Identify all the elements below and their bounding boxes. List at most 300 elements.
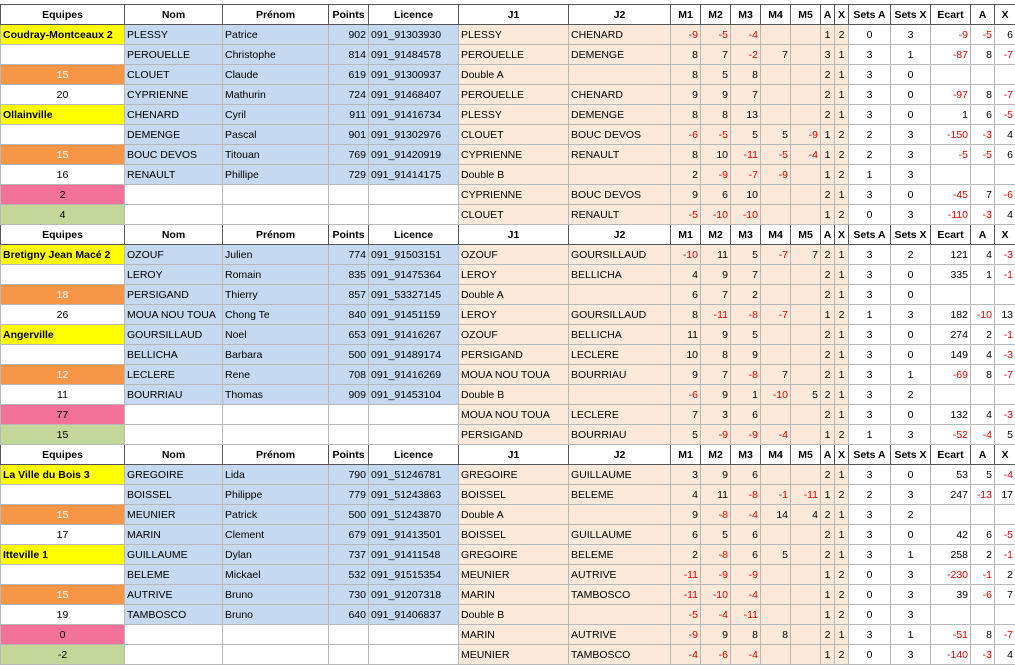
cell-points[interactable]: 500 [329,345,369,365]
header-cell[interactable]: Prénom [223,225,329,245]
cell-j2[interactable] [569,505,671,525]
cell-nom[interactable]: OZOUF [125,245,223,265]
cell-m0[interactable]: -11 [671,565,701,585]
cell-a[interactable]: 3 [821,45,835,65]
header-cell[interactable]: Sets A [849,5,891,25]
cell-prenom[interactable]: Romain [223,265,329,285]
cell-m3[interactable] [761,65,791,85]
header-cell[interactable]: A [821,5,835,25]
cell-j1[interactable]: MOUA NOU TOUA [459,365,569,385]
cell-ea[interactable]: -3 [971,125,995,145]
cell-ea[interactable] [971,505,995,525]
cell-prenom[interactable]: Lida [223,465,329,485]
header-cell[interactable]: Sets X [891,225,931,245]
cell-m3[interactable]: 7 [761,45,791,65]
header-cell[interactable]: Licence [369,225,459,245]
cell-licence[interactable]: 091_91207318 [369,585,459,605]
cell-ecart[interactable]: -230 [931,565,971,585]
cell-licence[interactable]: 091_51243863 [369,485,459,505]
cell-sx[interactable]: 2 [891,505,931,525]
cell-j2[interactable] [569,165,671,185]
cell-m2[interactable]: 5 [731,125,761,145]
cell-x[interactable]: 1 [835,365,849,385]
header-cell[interactable]: M2 [701,445,731,465]
cell-ecart[interactable]: 53 [931,465,971,485]
cell-m4[interactable] [791,465,821,485]
cell-sa[interactable]: 3 [849,285,891,305]
cell-ecart[interactable]: -150 [931,125,971,145]
cell-m4[interactable] [791,645,821,665]
cell-a[interactable]: 2 [821,85,835,105]
header-cell[interactable]: M4 [761,225,791,245]
header-cell[interactable]: X [995,225,1015,245]
cell-ea[interactable]: 8 [971,625,995,645]
cell-sa[interactable]: 3 [849,65,891,85]
header-cell[interactable]: M2 [701,225,731,245]
cell-j1[interactable]: BOISSEL [459,525,569,545]
cell-nom[interactable]: BOISSEL [125,485,223,505]
cell-j2[interactable]: BOUC DEVOS [569,125,671,145]
cell-m0[interactable]: 10 [671,345,701,365]
cell-m3[interactable] [761,325,791,345]
cell-ea[interactable] [971,605,995,625]
cell-m1[interactable]: -4 [701,605,731,625]
cell-m4[interactable] [791,625,821,645]
cell-prenom[interactable]: Cyril [223,105,329,125]
cell-m2[interactable]: 8 [731,65,761,85]
cell-m4[interactable] [791,85,821,105]
cell-m0[interactable]: 2 [671,165,701,185]
cell-prenom[interactable]: Barbara [223,345,329,365]
cell-j1[interactable]: MARIN [459,585,569,605]
cell-ex[interactable]: -1 [995,545,1015,565]
cell-x[interactable]: 2 [835,605,849,625]
cell-m1[interactable]: 7 [701,285,731,305]
cell-sx[interactable]: 0 [891,85,931,105]
cell-prenom[interactable]: Thierry [223,285,329,305]
cell-licence[interactable]: 091_91515354 [369,565,459,585]
cell-m4[interactable]: 5 [791,385,821,405]
cell-j2[interactable]: BOURRIAU [569,365,671,385]
cell-m3[interactable] [761,25,791,45]
cell-ea[interactable] [971,285,995,305]
header-cell[interactable]: A [821,225,835,245]
cell-m2[interactable]: 7 [731,265,761,285]
cell-m4[interactable] [791,325,821,345]
cell-licence[interactable]: 091_51243870 [369,505,459,525]
cell-a[interactable]: 2 [821,405,835,425]
cell-team[interactable]: La Ville du Bois 3 [1,465,125,485]
cell-licence[interactable]: 091_91475364 [369,265,459,285]
cell-sx[interactable]: 3 [891,205,931,225]
cell-sx[interactable]: 0 [891,525,931,545]
cell-prenom[interactable]: Mickael [223,565,329,585]
cell-licence[interactable]: 091_91411548 [369,545,459,565]
cell-m1[interactable]: 7 [701,365,731,385]
cell-m3[interactable] [761,285,791,305]
cell-j2[interactable]: BOURRIAU [569,425,671,445]
cell-j1[interactable]: PEROUELLE [459,85,569,105]
cell-nom[interactable] [125,625,223,645]
cell-sx[interactable]: 1 [891,365,931,385]
cell-m2[interactable]: 6 [731,405,761,425]
cell-team[interactable] [1,565,125,585]
cell-sx[interactable]: 1 [891,625,931,645]
cell-m1[interactable]: 8 [701,105,731,125]
cell-m1[interactable]: 11 [701,485,731,505]
header-cell[interactable]: X [995,5,1015,25]
cell-points[interactable]: 769 [329,145,369,165]
cell-m1[interactable]: 11 [701,245,731,265]
cell-prenom[interactable]: Phillipe [223,165,329,185]
cell-sx[interactable]: 2 [891,385,931,405]
cell-sa[interactable]: 3 [849,385,891,405]
cell-m3[interactable]: -5 [761,145,791,165]
cell-m3[interactable] [761,565,791,585]
cell-m3[interactable] [761,605,791,625]
cell-m1[interactable]: 5 [701,525,731,545]
cell-sa[interactable]: 3 [849,345,891,365]
cell-x[interactable]: 2 [835,425,849,445]
cell-nom[interactable]: MEUNIER [125,505,223,525]
cell-m1[interactable]: -5 [701,125,731,145]
cell-ex[interactable]: 17 [995,485,1015,505]
cell-prenom[interactable]: Philippe [223,485,329,505]
cell-m0[interactable]: 3 [671,465,701,485]
cell-m0[interactable]: 9 [671,85,701,105]
header-cell[interactable]: M1 [671,445,701,465]
cell-m2[interactable]: -7 [731,165,761,185]
cell-nom[interactable] [125,425,223,445]
cell-sx[interactable]: 3 [891,645,931,665]
cell-nom[interactable]: MARIN [125,525,223,545]
cell-ecart[interactable]: -69 [931,365,971,385]
cell-m2[interactable]: -2 [731,45,761,65]
header-cell[interactable]: Sets X [891,5,931,25]
cell-m3[interactable]: 5 [761,545,791,565]
cell-nom[interactable]: PEROUELLE [125,45,223,65]
cell-m2[interactable]: 6 [731,525,761,545]
cell-m4[interactable] [791,405,821,425]
cell-m1[interactable]: 3 [701,405,731,425]
cell-j2[interactable]: RENAULT [569,145,671,165]
cell-ex[interactable] [995,285,1015,305]
cell-sa[interactable]: 2 [849,125,891,145]
cell-ex[interactable] [995,505,1015,525]
cell-j2[interactable] [569,65,671,85]
cell-team[interactable] [1,125,125,145]
cell-j1[interactable]: OZOUF [459,325,569,345]
cell-m4[interactable] [791,65,821,85]
cell-sx[interactable]: 0 [891,65,931,85]
cell-team[interactable]: 15 [1,585,125,605]
cell-m2[interactable]: 13 [731,105,761,125]
cell-ecart[interactable]: -45 [931,185,971,205]
cell-ex[interactable] [995,65,1015,85]
cell-ea[interactable] [971,385,995,405]
cell-x[interactable]: 1 [835,505,849,525]
cell-sx[interactable]: 0 [891,105,931,125]
cell-x[interactable]: 1 [835,325,849,345]
cell-m1[interactable]: -8 [701,505,731,525]
cell-m4[interactable] [791,585,821,605]
cell-licence[interactable]: 091_91416269 [369,365,459,385]
cell-nom[interactable] [125,205,223,225]
cell-x[interactable]: 2 [835,645,849,665]
cell-m0[interactable]: -6 [671,125,701,145]
cell-m0[interactable]: 9 [671,185,701,205]
cell-points[interactable] [329,205,369,225]
cell-a[interactable]: 2 [821,465,835,485]
header-cell[interactable]: X [835,225,849,245]
cell-ea[interactable]: 4 [971,345,995,365]
cell-m4[interactable] [791,565,821,585]
cell-x[interactable]: 2 [835,305,849,325]
cell-m2[interactable]: -11 [731,145,761,165]
header-cell[interactable]: J2 [569,5,671,25]
header-cell[interactable]: M5 [791,225,821,245]
header-cell[interactable]: Sets A [849,445,891,465]
cell-prenom[interactable]: Clement [223,525,329,545]
cell-sa[interactable]: 3 [849,245,891,265]
cell-m1[interactable]: 8 [701,345,731,365]
header-cell[interactable]: Points [329,225,369,245]
header-cell[interactable]: Nom [125,445,223,465]
cell-ecart[interactable] [931,285,971,305]
cell-ecart[interactable]: -9 [931,25,971,45]
cell-ecart[interactable]: -140 [931,645,971,665]
cell-m0[interactable]: -4 [671,645,701,665]
cell-nom[interactable]: PERSIGAND [125,285,223,305]
cell-ea[interactable]: 8 [971,85,995,105]
cell-ex[interactable]: 7 [995,585,1015,605]
cell-points[interactable]: 729 [329,165,369,185]
cell-a[interactable]: 1 [821,425,835,445]
cell-sa[interactable]: 1 [849,165,891,185]
cell-j1[interactable]: Double A [459,285,569,305]
cell-sx[interactable]: 2 [891,245,931,265]
cell-sa[interactable]: 0 [849,645,891,665]
cell-m2[interactable]: -10 [731,205,761,225]
cell-ea[interactable]: 4 [971,405,995,425]
cell-a[interactable]: 2 [821,185,835,205]
cell-sa[interactable]: 3 [849,265,891,285]
cell-ecart[interactable]: 258 [931,545,971,565]
cell-ecart[interactable] [931,605,971,625]
cell-a[interactable]: 2 [821,65,835,85]
cell-team[interactable]: Ollainville [1,105,125,125]
cell-ex[interactable] [995,605,1015,625]
cell-j2[interactable]: BELEME [569,545,671,565]
cell-ecart[interactable]: -97 [931,85,971,105]
header-cell[interactable]: M3 [731,445,761,465]
cell-ex[interactable]: -3 [995,345,1015,365]
cell-points[interactable]: 679 [329,525,369,545]
cell-ea[interactable]: 2 [971,325,995,345]
cell-prenom[interactable] [223,205,329,225]
cell-x[interactable]: 1 [835,45,849,65]
cell-sa[interactable]: 2 [849,145,891,165]
cell-sa[interactable]: 3 [849,325,891,345]
header-cell[interactable]: Ecart [931,445,971,465]
cell-points[interactable]: 640 [329,605,369,625]
cell-m1[interactable]: -8 [701,545,731,565]
cell-sx[interactable]: 0 [891,465,931,485]
cell-a[interactable]: 2 [821,285,835,305]
cell-sa[interactable]: 0 [849,565,891,585]
cell-ex[interactable]: -5 [995,525,1015,545]
cell-j1[interactable]: Double A [459,65,569,85]
cell-team[interactable]: 15 [1,425,125,445]
cell-licence[interactable]: 091_91303930 [369,25,459,45]
cell-m3[interactable]: -4 [761,425,791,445]
cell-points[interactable]: 653 [329,325,369,345]
header-cell[interactable]: Nom [125,5,223,25]
cell-ecart[interactable]: -51 [931,625,971,645]
cell-j2[interactable]: BELEME [569,485,671,505]
cell-a[interactable]: 2 [821,385,835,405]
cell-prenom[interactable]: Claude [223,65,329,85]
cell-j1[interactable]: PEROUELLE [459,45,569,65]
cell-prenom[interactable] [223,645,329,665]
cell-points[interactable]: 840 [329,305,369,325]
cell-ecart[interactable]: 121 [931,245,971,265]
header-cell[interactable]: M4 [761,445,791,465]
cell-m4[interactable] [791,285,821,305]
cell-nom[interactable]: GOURSILLAUD [125,325,223,345]
cell-team[interactable]: 0 [1,625,125,645]
cell-points[interactable]: 901 [329,125,369,145]
cell-licence[interactable]: 091_91489174 [369,345,459,365]
cell-ex[interactable]: -3 [995,405,1015,425]
cell-m0[interactable]: 6 [671,525,701,545]
cell-m3[interactable]: -7 [761,245,791,265]
cell-j1[interactable]: Double A [459,505,569,525]
cell-m2[interactable]: 9 [731,345,761,365]
cell-sa[interactable]: 3 [849,465,891,485]
cell-m4[interactable] [791,265,821,285]
cell-j2[interactable]: LECLERE [569,405,671,425]
cell-ex[interactable]: -7 [995,625,1015,645]
cell-m0[interactable]: 8 [671,45,701,65]
cell-ecart[interactable] [931,505,971,525]
cell-team[interactable] [1,485,125,505]
cell-m0[interactable]: 4 [671,485,701,505]
header-cell[interactable]: Ecart [931,225,971,245]
cell-licence[interactable]: 091_91416734 [369,105,459,125]
cell-licence[interactable] [369,425,459,445]
cell-x[interactable]: 1 [835,385,849,405]
cell-prenom[interactable]: Patrick [223,505,329,525]
cell-sx[interactable]: 3 [891,425,931,445]
cell-sx[interactable]: 3 [891,145,931,165]
cell-points[interactable]: 790 [329,465,369,485]
cell-m0[interactable]: -10 [671,245,701,265]
cell-ea[interactable]: -1 [971,565,995,585]
header-cell[interactable]: X [995,445,1015,465]
cell-j1[interactable]: PLESSY [459,25,569,45]
cell-j1[interactable]: MARIN [459,625,569,645]
cell-sa[interactable]: 3 [849,405,891,425]
cell-prenom[interactable] [223,185,329,205]
header-cell[interactable]: A [971,445,995,465]
header-cell[interactable]: Sets X [891,445,931,465]
cell-nom[interactable] [125,405,223,425]
cell-m4[interactable]: 4 [791,505,821,525]
cell-m1[interactable]: 5 [701,65,731,85]
cell-sa[interactable]: 3 [849,45,891,65]
cell-m3[interactable] [761,585,791,605]
cell-sa[interactable]: 3 [849,505,891,525]
cell-j2[interactable]: LECLERE [569,345,671,365]
cell-prenom[interactable]: Dylan [223,545,329,565]
cell-licence[interactable]: 091_91503151 [369,245,459,265]
cell-j2[interactable]: AUTRIVE [569,625,671,645]
cell-m4[interactable]: -4 [791,145,821,165]
cell-m3[interactable]: -10 [761,385,791,405]
cell-x[interactable]: 1 [835,85,849,105]
cell-ea[interactable]: -3 [971,645,995,665]
cell-m0[interactable]: -9 [671,625,701,645]
cell-x[interactable]: 1 [835,245,849,265]
cell-team[interactable]: 19 [1,605,125,625]
header-cell[interactable]: M1 [671,5,701,25]
cell-m0[interactable]: -5 [671,605,701,625]
cell-j2[interactable]: TAMBOSCO [569,645,671,665]
cell-m3[interactable]: -7 [761,305,791,325]
cell-licence[interactable] [369,205,459,225]
cell-nom[interactable]: CLOUET [125,65,223,85]
cell-m3[interactable] [761,205,791,225]
cell-points[interactable]: 814 [329,45,369,65]
cell-m2[interactable]: 2 [731,285,761,305]
cell-prenom[interactable]: Julien [223,245,329,265]
cell-m0[interactable]: 8 [671,145,701,165]
cell-ex[interactable] [995,385,1015,405]
cell-x[interactable]: 2 [835,585,849,605]
cell-m0[interactable]: 9 [671,365,701,385]
cell-nom[interactable] [125,185,223,205]
cell-licence[interactable]: 091_91453104 [369,385,459,405]
cell-nom[interactable]: GREGOIRE [125,465,223,485]
cell-m4[interactable]: 7 [791,245,821,265]
cell-team[interactable]: Angerville [1,325,125,345]
header-cell[interactable]: Points [329,445,369,465]
cell-team[interactable]: 11 [1,385,125,405]
cell-j2[interactable] [569,605,671,625]
cell-m1[interactable]: 9 [701,465,731,485]
cell-licence[interactable]: 091_91484578 [369,45,459,65]
cell-points[interactable]: 902 [329,25,369,45]
cell-x[interactable]: 1 [835,105,849,125]
cell-m0[interactable]: -11 [671,585,701,605]
cell-points[interactable]: 532 [329,565,369,585]
cell-team[interactable]: 4 [1,205,125,225]
cell-ecart[interactable]: 42 [931,525,971,545]
cell-licence[interactable]: 091_53327145 [369,285,459,305]
header-cell[interactable]: Ecart [931,5,971,25]
cell-m3[interactable]: -9 [761,165,791,185]
cell-m2[interactable]: 1 [731,385,761,405]
cell-x[interactable]: 1 [835,65,849,85]
cell-ea[interactable]: 6 [971,105,995,125]
cell-m2[interactable]: 5 [731,325,761,345]
cell-j2[interactable] [569,385,671,405]
cell-ecart[interactable]: -87 [931,45,971,65]
cell-x[interactable]: 2 [835,485,849,505]
cell-sx[interactable]: 3 [891,25,931,45]
cell-m1[interactable]: 9 [701,325,731,345]
